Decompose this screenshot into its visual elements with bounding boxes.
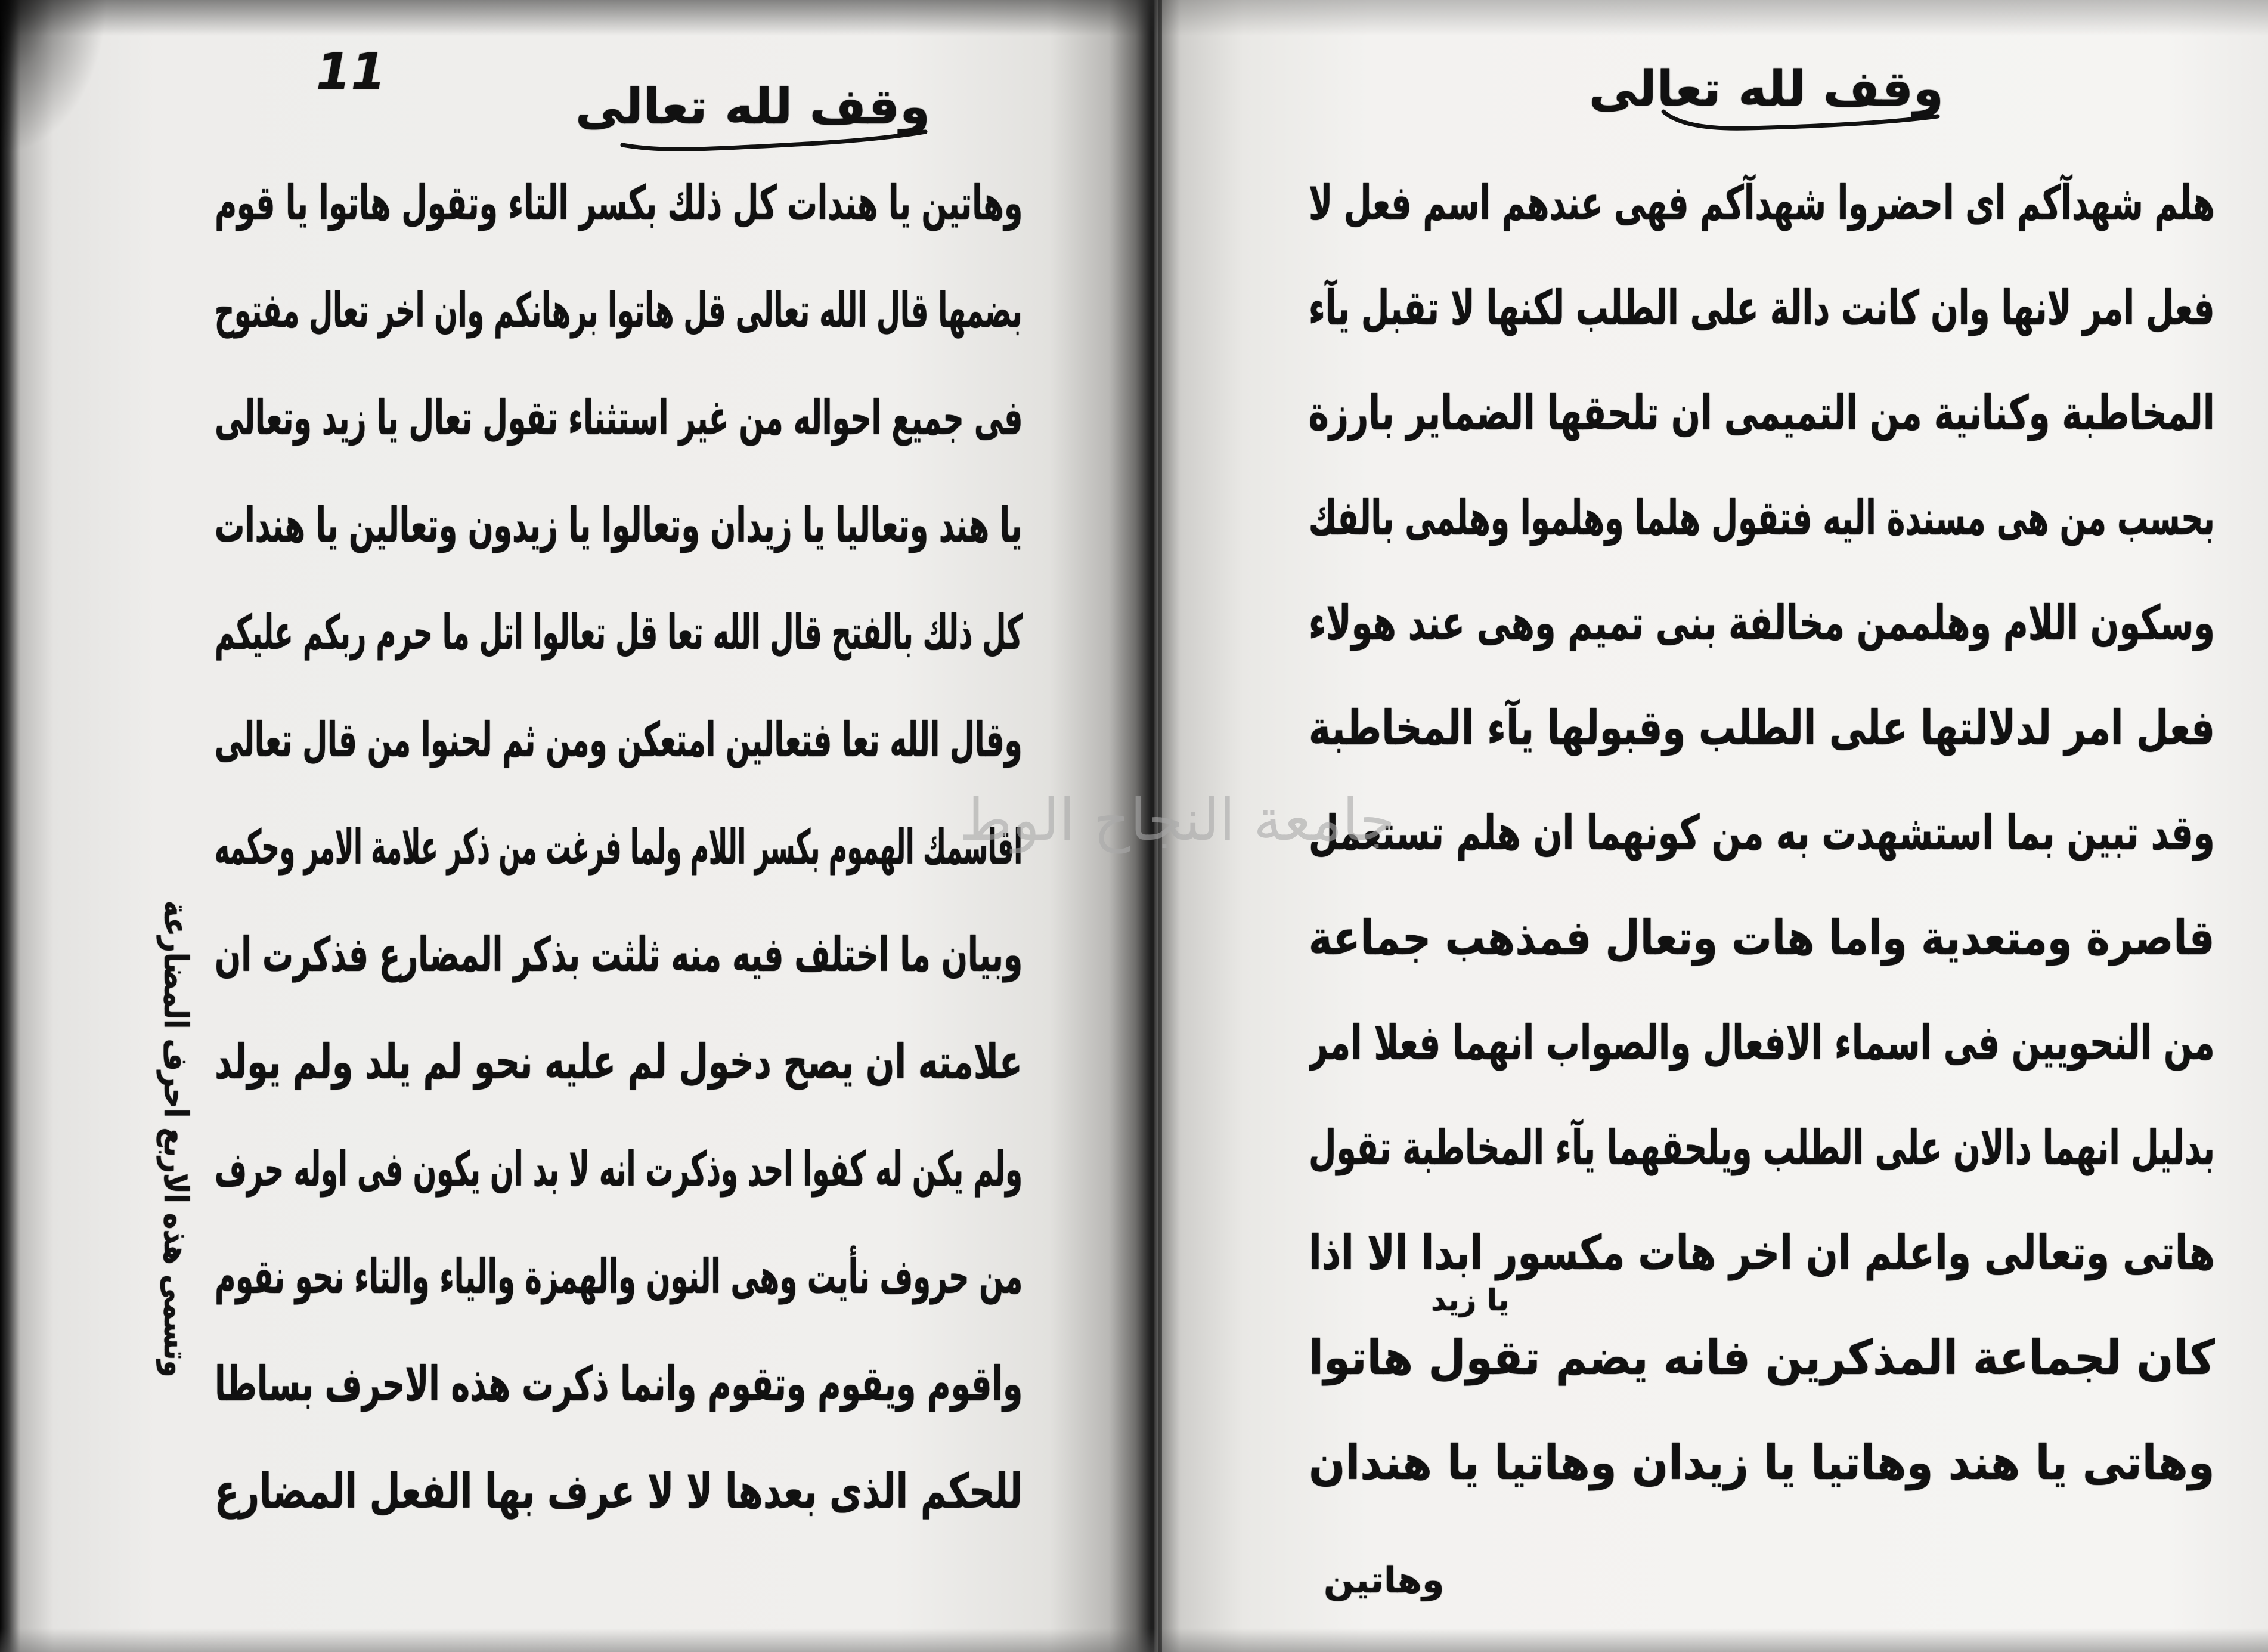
bottom-edge-shadow (0, 1628, 1154, 1652)
text-line-content: يا هند وتعاليا يا زيدان وتعالوا يا زيدون وتعالين يا هندات (215, 497, 1023, 553)
text-line-content: فعل امر لانها وان كانت دالة على الطلب لكنها لا تقبل يآء (1309, 280, 2215, 336)
waqf-inscription-text: وقف لله تعالى (575, 79, 930, 135)
waqf-inscription-right (1588, 57, 1944, 146)
text-line-content: من النحويين فى اسماء الافعال والصواب انهما فعلا امر (1309, 1014, 2215, 1071)
text-line-content: بضمها قال الله تعالى قل هاتوا برهانكم وان اخر تعال مفتوح (215, 282, 1023, 338)
text-line (215, 1008, 1023, 1115)
interlinear-correction: يا زيد (1431, 1283, 1510, 1317)
text-line-content: هاتى وتعالى واعلم ان اخر هات مكسور ابدا الا اذا (1309, 1224, 2215, 1280)
text-line (1309, 990, 2215, 1095)
text-line-content: وبيان ما اختلف فيه منه ثلثت بذكر المضارع فذكرت ان (215, 926, 1023, 982)
text-line (215, 364, 1023, 471)
text-line (1309, 570, 2215, 675)
text-line-content: بدليل انهما دالان على الطلب ويلحقهما يآء المخاطبة تقول (1309, 1119, 2215, 1175)
page-corner-curl (0, 0, 107, 155)
text-line (215, 793, 1023, 901)
text-line-content: وسكون اللام وهلممن مخالفة بنى تميم وهى عند هولاء (1309, 595, 2215, 651)
text-line (215, 471, 1023, 578)
top-edge-shadow (0, 0, 1154, 36)
text-line-content: واقوم ويقوم وتقوم وانما ذكرت هذه الاحرف بساطا (215, 1356, 1023, 1412)
text-line-content: بحسب من هى مسندة اليه فتقول هلما وهلموا وهلمى بالفك (1309, 490, 2215, 546)
text-line (215, 1330, 1023, 1437)
text-line-content: ولم يكن له كفوا احد وذكرت انه لا بد ان يكون فى اوله حرف (215, 1141, 1023, 1197)
text-line (215, 901, 1023, 1008)
text-line-content: وقال الله تعا فتعالين امتعكن ومن ثم لحنوا من قال تعالى (215, 711, 1023, 768)
library-watermark: جامعة النجاح الوط (959, 787, 1395, 853)
text-line (1309, 675, 2215, 780)
text-line (215, 1115, 1023, 1223)
text-line (1309, 1410, 2215, 1515)
text-line-content: اقاسمك الهموم بكسر اللام ولما فرغت من ذكر علامة الامر وحكمه (215, 819, 1023, 875)
text-line-content: فى جميع احواله من غير استثناء تقول تعال يا زيد وتعالى (215, 389, 1023, 446)
text-line-content: المخاطبة وكنانية من التميمى ان تلحقها الضماير بارزة (1309, 385, 2215, 441)
text-line-content: وقد تبين بما استشهدت به من كونهما ان هلم تستعمل (1309, 805, 2215, 861)
margin-note (146, 895, 206, 1384)
text-line (1309, 150, 2215, 255)
left-page-text (215, 149, 1023, 1545)
text-line (215, 1437, 1023, 1545)
waqf-underline-stroke (1588, 57, 1944, 146)
text-line-content: فعل امر لدلالتها على الطلب وقبولها يآء المخاطبة (1309, 700, 2215, 756)
text-line (1309, 465, 2215, 570)
text-line (1309, 1095, 2215, 1200)
top-edge-shadow (1154, 0, 2268, 36)
text-line-content: كل ذلك بالفتح قال الله تعا قل تعالوا اتل ما حرم ربكم عليكم (215, 604, 1023, 660)
text-line-content: من حروف نأيت وهى النون والهمزة والياء والتاء نحو نقوم (215, 1248, 1023, 1304)
text-line-content: هلم شهدآكم اى احضروا شهدآكم فهى عندهم اسم فعل لا (1309, 175, 2215, 231)
text-line (215, 256, 1023, 364)
text-line-content: وهاتين يا هندات كل ذلك بكسر التاء وتقول هاتوا يا قوم (215, 175, 1023, 231)
bottom-edge-shadow (1154, 1628, 2268, 1652)
catchword: وهاتين (1324, 1560, 1445, 1601)
margin-note-rotated (152, 901, 200, 1378)
text-line (1309, 255, 2215, 360)
text-line-content: قاصرة ومتعدية واما هات وتعال فمذهب جماعة (1309, 909, 2215, 966)
page-number: 11 (316, 42, 386, 101)
text-line (1309, 360, 2215, 465)
margin-note-text: وتسمى هذه الاربع احرف المضارعة (156, 901, 196, 1378)
text-line (215, 686, 1023, 793)
text-line-content: وهاتى يا هند وهاتيا يا زيدان وهاتيا يا هندان (1309, 1434, 2215, 1490)
text-line (1309, 885, 2215, 990)
text-line (1309, 1305, 2215, 1410)
text-line (215, 578, 1023, 686)
text-line (215, 1223, 1023, 1330)
text-line-content: كان لجماعة المذكرين فانه يضم تقول هاتوا (1309, 1329, 2215, 1385)
text-line-content: للحكم الذى بعدها لا لا عرف بها الفعل المضارع (215, 1463, 1023, 1519)
text-line-content: علامته ان يصح دخول لم عليه نحو لم يلد ولم يولد (215, 1034, 1023, 1090)
text-line (215, 149, 1023, 256)
text-line (1309, 780, 2215, 885)
waqf-inscription-text: وقف لله تعالى (1588, 61, 1944, 117)
